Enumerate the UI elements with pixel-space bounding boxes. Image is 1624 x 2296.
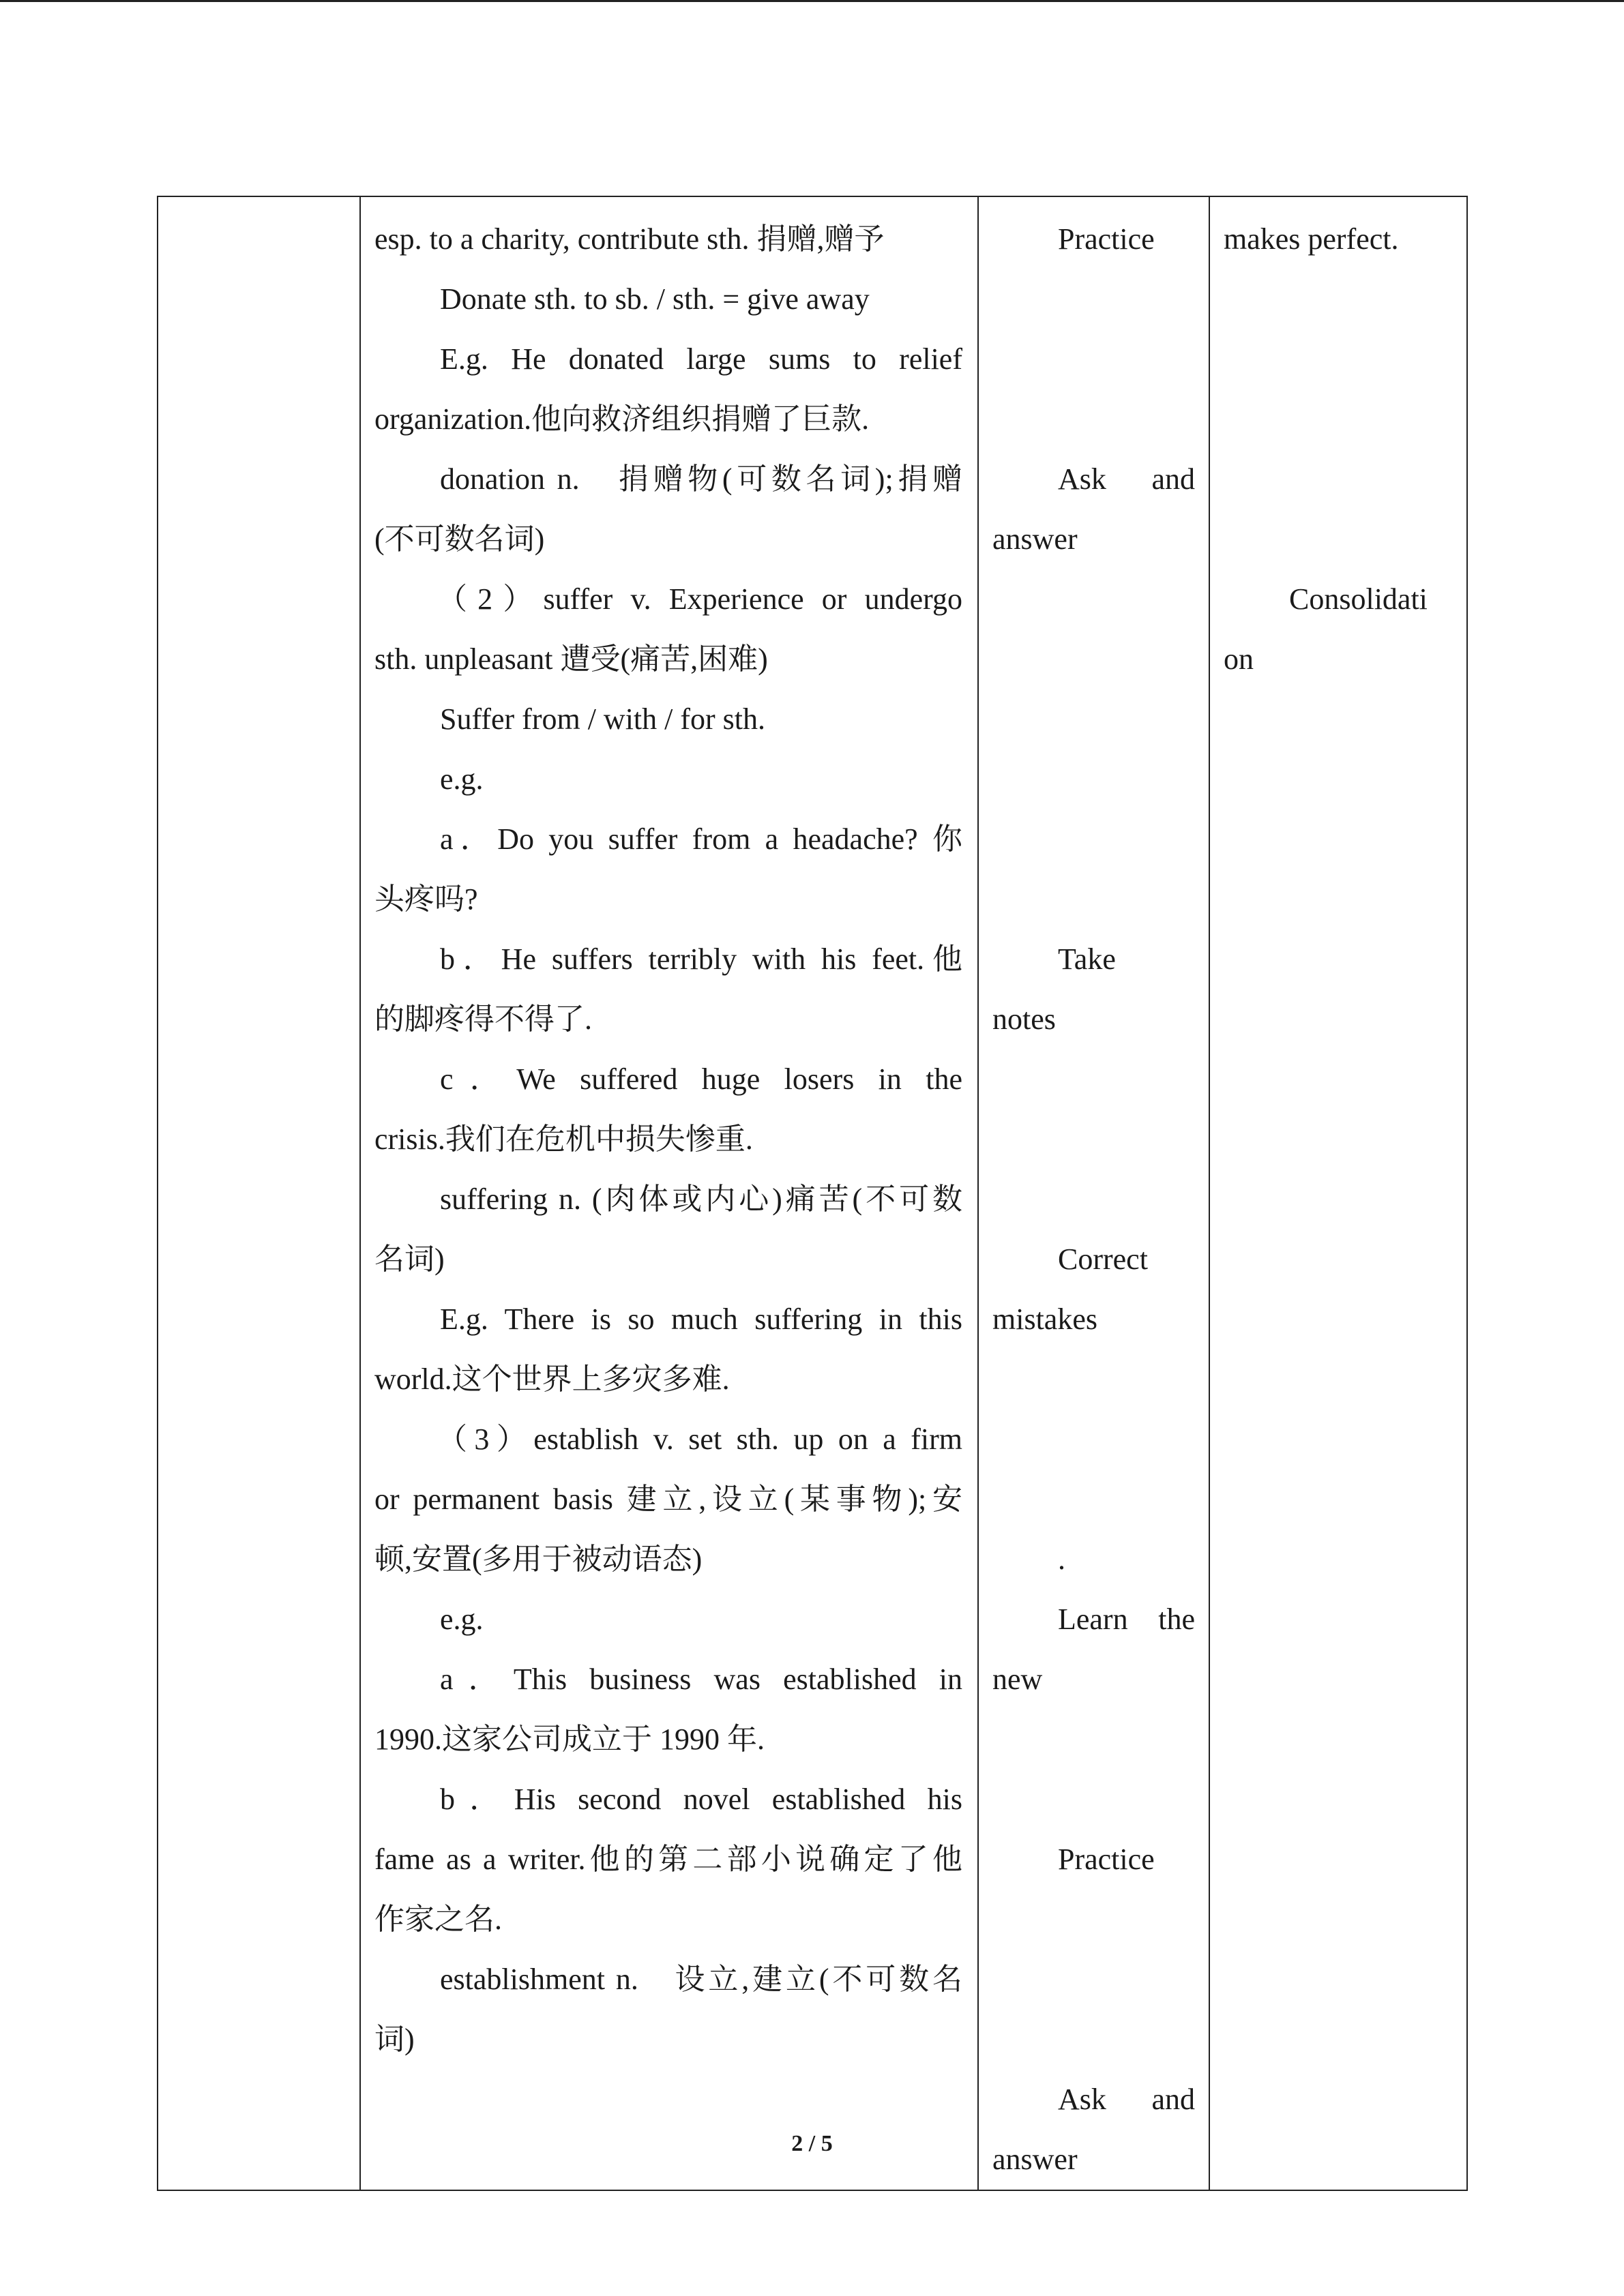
content-line: Donate sth. to sb. / sth. = give away: [440, 282, 870, 316]
lesson-plan-table: [157, 196, 1468, 2191]
content-line: donation n. 捐赠物(可数名词);捐赠: [440, 462, 962, 496]
content-line: 词): [374, 2023, 415, 2056]
table-row: [158, 196, 1467, 2190]
activity-line: Learn the: [1058, 1602, 1195, 1636]
content-line: b．He suffers terribly with his feet.他: [440, 942, 962, 976]
activity-line: Take: [1058, 942, 1116, 976]
activity-line: Practice: [1058, 1843, 1155, 1876]
content-line: E.g. He donated large sums to relief: [440, 342, 962, 376]
stage-cell: [158, 196, 360, 2190]
content-line: 的脚疼得不得了.: [374, 1002, 592, 1036]
content-line: world.这个世界上多灾多难.: [374, 1362, 730, 1396]
content-line: esp. to a charity, contribute sth. 捐赠,赠予: [374, 222, 885, 256]
content-line: organization.他向救济组织捐赠了巨款.: [374, 402, 870, 436]
content-line: establishment n. 设立,建立(不可数名: [440, 1963, 962, 1996]
teaching-content-cell: [360, 196, 978, 2190]
content-line: (不可数名词): [374, 522, 545, 556]
content-line: E.g. There is so much suffering in this: [440, 1302, 962, 1336]
page-number: 2 / 5: [791, 2131, 833, 2156]
content-line: e.g.: [440, 762, 484, 796]
activity-line: Correct: [1058, 1242, 1148, 1276]
activity-line: notes: [992, 1002, 1056, 1036]
content-line: fame as a writer.他的第二部小说确定了他: [374, 1843, 962, 1876]
activity-line: Ask and: [1058, 462, 1195, 496]
content-line: a．Do you suffer from a headache? 你: [440, 822, 962, 856]
content-line: c．We suffered huge losers in the: [440, 1062, 962, 1096]
content-line: 1990.这家公司成立于 1990 年.: [374, 1723, 765, 1756]
content-line: Suffer from / with / for sth.: [440, 702, 766, 736]
content-line: 作家之名.: [374, 1903, 502, 1936]
content-line: suffering n. (肉体或内心)痛苦(不可数: [440, 1182, 962, 1216]
activity-line: answer: [992, 522, 1078, 556]
purpose-cell: [1209, 196, 1467, 2190]
activity-line: Practice: [1058, 222, 1155, 256]
content-line: b．His second novel established his: [440, 1783, 962, 1816]
activity-line: Ask and: [1058, 2083, 1195, 2116]
content-line: a．This business was established in: [440, 1663, 962, 1696]
purpose-line: Consolidati: [1289, 582, 1428, 616]
activity-line: new: [992, 1663, 1043, 1696]
activity-line: mistakes: [992, 1302, 1097, 1336]
content-line: or permanent basis 建立,设立(某事物);安: [374, 1482, 962, 1516]
student-activity-cell: [978, 196, 1209, 2190]
content-line: sth. unpleasant 遭受(痛苦,困难): [374, 642, 768, 676]
content-line: e.g.: [440, 1602, 484, 1636]
content-line: 名词): [374, 1242, 445, 1276]
purpose-line: makes perfect.: [1224, 222, 1399, 256]
content-line: 顿,安置(多用于被动语态): [374, 1542, 703, 1576]
content-line: （2）suffer v. Experience or undergo: [437, 582, 962, 616]
content-line: crisis.我们在危机中损失惨重.: [374, 1122, 753, 1156]
purpose-line: on: [1224, 642, 1254, 676]
activity-line: answer: [992, 2143, 1078, 2176]
activity-line: .: [1058, 1542, 1065, 1576]
content-line: （3）establish v. set sth. up on a firm: [437, 1422, 962, 1456]
page-top-border: [0, 0, 1624, 2]
content-line: 头疼吗?: [374, 882, 478, 916]
